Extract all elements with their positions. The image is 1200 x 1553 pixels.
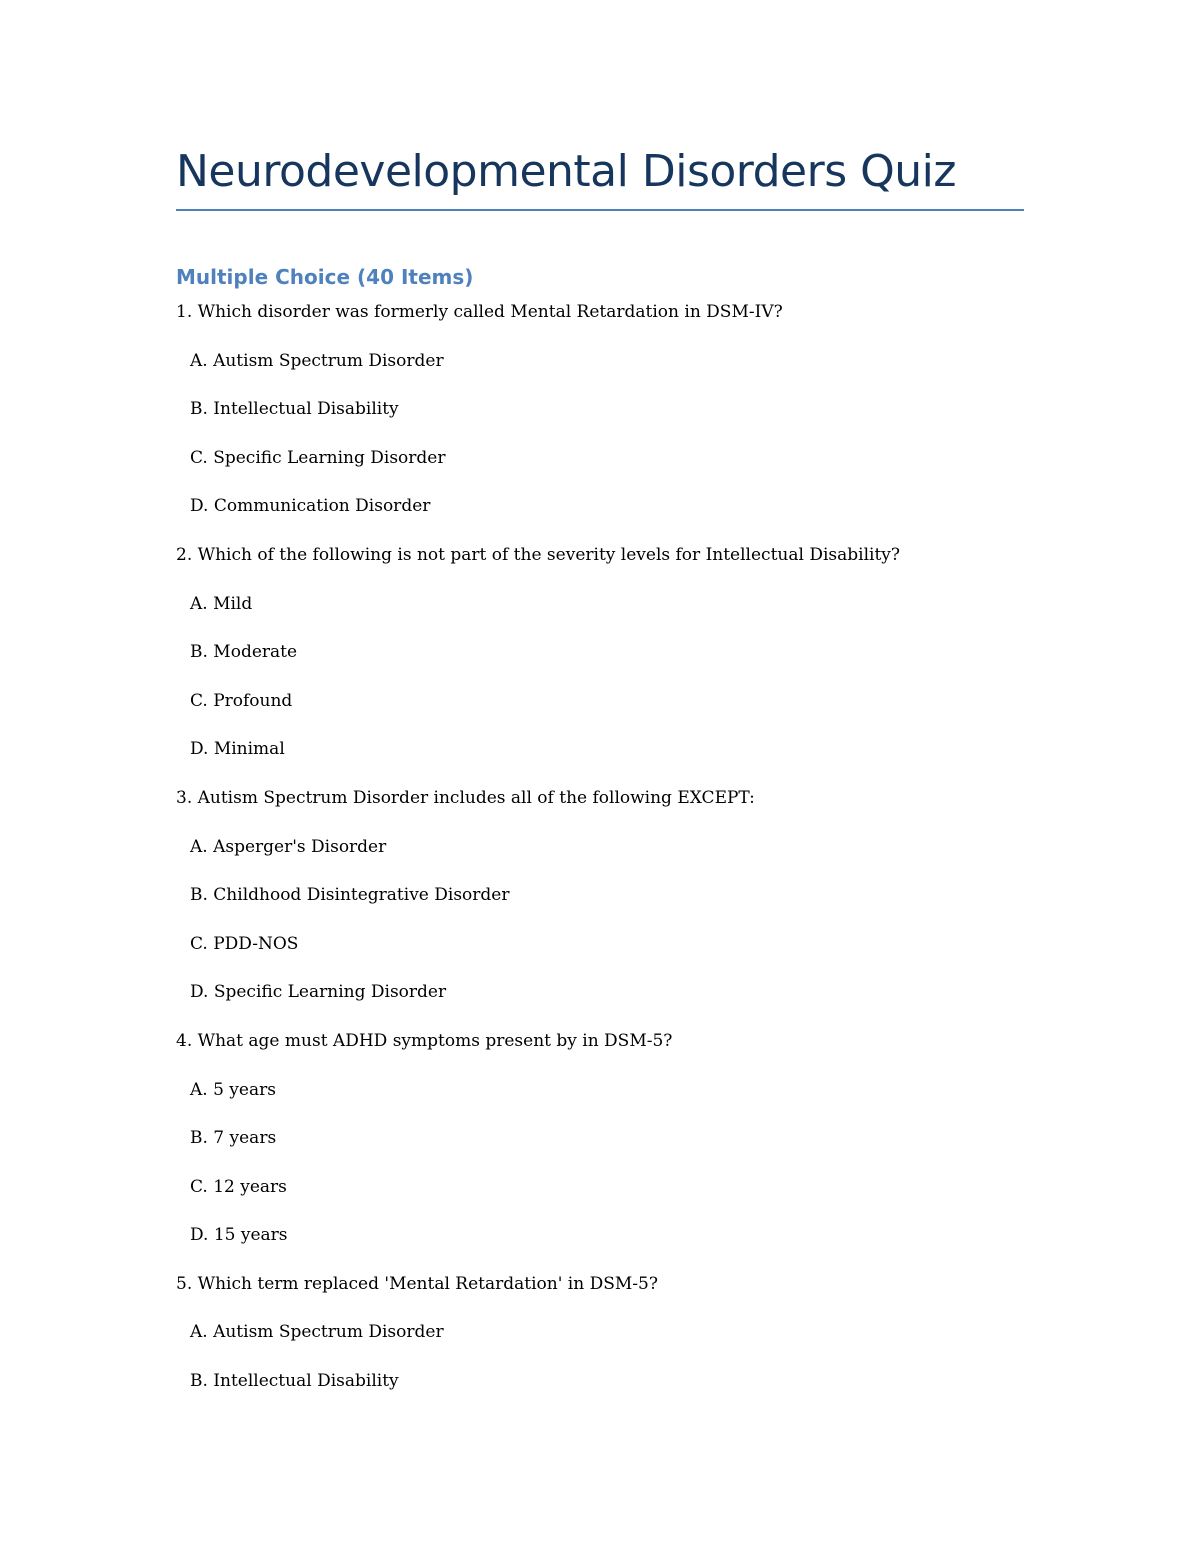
answer-option: B. Intellectual Disability (190, 1371, 399, 1392)
answer-option: A. Asperger's Disorder (190, 836, 387, 857)
answer-option: A. Mild (190, 593, 253, 614)
question-text: 2. Which of the following is not part of the severity levels for Intellectual Disability? (176, 544, 901, 565)
answer-option: D. Communication Disorder (190, 496, 431, 517)
answer-option: D. 15 years (190, 1225, 288, 1246)
question-text: 1. Which disorder was formerly called Mental Retardation in DSM-IV? (176, 302, 783, 322)
answer-option: C. PDD-NOS (190, 933, 299, 954)
answer-option: C. 12 years (190, 1176, 287, 1197)
question-list (176, 296, 1036, 1414)
title-underline (176, 209, 1024, 211)
answer-option: B. Childhood Disintegrative Disorder (190, 885, 510, 906)
answer-option: C. Profound (190, 690, 293, 711)
answer-option: A. Autism Spectrum Disorder (190, 350, 444, 371)
question-text: 5. Which term replaced 'Mental Retardation' in DSM-5? (176, 1273, 658, 1294)
question-text: 3. Autism Spectrum Disorder includes all of the following EXCEPT: (176, 787, 755, 808)
answer-option: A. 5 years (190, 1079, 276, 1100)
answer-option: D. Specific Learning Disorder (190, 982, 447, 1003)
answer-option: B. Moderate (190, 642, 298, 663)
answer-option: A. Autism Spectrum Disorder (190, 1322, 444, 1343)
document-title: Neurodevelopmental Disorders Quiz (176, 146, 956, 197)
section-heading: Multiple Choice (40 Items) (176, 265, 474, 289)
question-text: 4. What age must ADHD symptoms present by in DSM-5? (176, 1030, 673, 1051)
answer-option: B. Intellectual Disability (190, 399, 399, 420)
answer-option: B. 7 years (190, 1128, 277, 1149)
answer-option: D. Minimal (190, 739, 285, 760)
answer-option: C. Specific Learning Disorder (190, 447, 446, 468)
